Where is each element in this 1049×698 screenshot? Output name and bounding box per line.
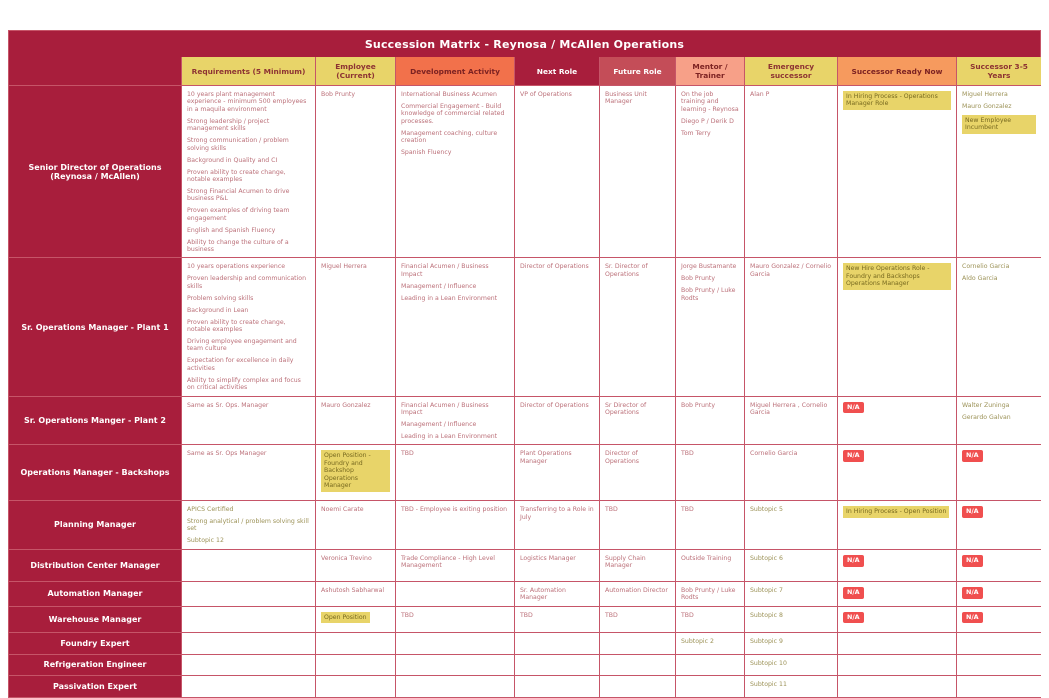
highlight-item: New Hire Operations Role - Foundry and Backshops Operations Manager xyxy=(843,263,951,289)
col-header-development xyxy=(396,57,515,85)
cell-successor-ready-now xyxy=(838,257,957,395)
cell-requirements xyxy=(182,675,316,697)
corner-cell xyxy=(9,57,182,85)
cell-item: Spanish Fluency xyxy=(401,149,452,157)
cell-item: Subtopic 5 xyxy=(750,506,783,514)
table-row xyxy=(9,85,1040,257)
na-badge: N/A xyxy=(843,555,864,567)
cell-item: Management / Influence xyxy=(401,421,477,428)
cell-successor-3-5-years xyxy=(957,632,1041,654)
row-header xyxy=(9,549,182,581)
cell-successor-3-5-years xyxy=(957,675,1041,697)
cell-development xyxy=(396,632,515,654)
col-header-mentor-trainer xyxy=(676,57,745,85)
cell-next-role xyxy=(515,396,600,445)
cell-future-role xyxy=(600,675,676,697)
cell-mentor-trainer xyxy=(676,549,745,581)
cell-development xyxy=(396,606,515,632)
row-header-label: Passivation Expert xyxy=(52,681,137,691)
cell-successor-ready-now xyxy=(838,654,957,675)
cell-item: Automation Director xyxy=(605,586,668,594)
row-header xyxy=(9,632,182,654)
cell-future-role xyxy=(600,396,676,445)
row-header xyxy=(9,444,182,500)
cell-requirements xyxy=(182,257,316,395)
cell-item: Transferring to a Role in July xyxy=(520,506,594,521)
cell-item: Veronica Trevino xyxy=(321,554,372,562)
cell-employee xyxy=(316,581,396,606)
cell-future-role xyxy=(600,257,676,395)
row-header-label: Automation Manager xyxy=(47,589,143,599)
cell-item: Outside Training xyxy=(681,554,732,562)
cell-item: Cornelio Garcia xyxy=(750,450,798,458)
col-header-label: Next Role xyxy=(536,66,578,76)
na-badge: N/A xyxy=(962,587,983,599)
cell-successor-ready-now xyxy=(838,632,957,654)
col-header-label: Successor 3-5 Years xyxy=(970,62,1028,80)
cell-employee xyxy=(316,257,396,395)
cell-mentor-trainer xyxy=(676,632,745,654)
cell-development xyxy=(396,444,515,500)
table-row xyxy=(9,581,1040,606)
cell-item xyxy=(843,450,951,462)
cell-successor-3-5-years xyxy=(957,257,1041,395)
cell-successor-ready-now xyxy=(838,444,957,500)
table-row xyxy=(9,654,1040,675)
cell-item xyxy=(843,555,951,567)
cell-item: Bob Prunty xyxy=(321,91,356,98)
cell-item: English and Spanish Fluency xyxy=(187,226,276,234)
highlight-item: In Hiring Process - Operations Manager Role xyxy=(843,91,951,110)
cell-development xyxy=(396,675,515,697)
cell-item: Strong analytical / problem solving skill set xyxy=(187,518,309,533)
table-row xyxy=(9,606,1040,632)
cell-item xyxy=(843,587,951,599)
cell-successor-ready-now xyxy=(838,396,957,445)
cell-next-role xyxy=(515,444,600,500)
row-header xyxy=(9,257,182,395)
cell-item: Ashutosh Sabharwal xyxy=(321,586,385,594)
cell-successor-ready-now xyxy=(838,675,957,697)
cell-employee xyxy=(316,396,396,445)
cell-next-role xyxy=(515,549,600,581)
cell-item: Proven ability to create change, notable examples xyxy=(187,318,286,334)
cell-item: Noemi Carate xyxy=(321,506,364,514)
row-header xyxy=(9,85,182,257)
cell-successor-3-5-years xyxy=(957,85,1041,257)
cell-item: Subtopic 10 xyxy=(750,659,787,667)
cell-item: TBD xyxy=(520,611,533,619)
cell-item: Mauro Gonzalez xyxy=(962,102,1012,110)
row-header-label: Sr. Operations Manger - Plant 2 xyxy=(24,416,166,425)
row-header-label: Foundry Expert xyxy=(60,638,130,648)
cell-item: Leading in a Lean Environment xyxy=(401,294,498,302)
cell-next-role xyxy=(515,500,600,549)
cell-future-role xyxy=(600,581,676,606)
table-row xyxy=(9,444,1040,500)
cell-future-role xyxy=(600,549,676,581)
cell-mentor-trainer xyxy=(676,444,745,500)
cell-item: Same as Sr. Ops. Manager xyxy=(187,401,269,409)
cell-item xyxy=(843,612,951,624)
cell-requirements xyxy=(182,654,316,675)
cell-emergency-successor xyxy=(745,581,838,606)
col-header-label: Employee (Current) xyxy=(335,62,376,80)
cell-successor-3-5-years xyxy=(957,654,1041,675)
cell-employee xyxy=(316,606,396,632)
cell-next-role xyxy=(515,257,600,395)
cell-item: Subtopic 11 xyxy=(750,680,787,688)
row-header-label: Warehouse Manager xyxy=(48,614,142,624)
cell-item: Ability to change the culture of a business xyxy=(187,238,289,253)
col-header-label: Requirements (5 Minimum) xyxy=(191,66,306,76)
cell-successor-ready-now xyxy=(838,581,957,606)
highlight-item: New Employee Incumbent xyxy=(962,115,1036,134)
cell-next-role xyxy=(515,85,600,257)
cell-employee xyxy=(316,549,396,581)
cell-item: 10 years operations experience xyxy=(187,263,286,271)
cell-item xyxy=(962,506,1036,518)
cell-requirements xyxy=(182,581,316,606)
cell-future-role xyxy=(600,500,676,549)
cell-employee xyxy=(316,632,396,654)
cell-emergency-successor xyxy=(745,257,838,395)
cell-item xyxy=(962,555,1036,567)
cell-emergency-successor xyxy=(745,654,838,675)
cell-item: Problem solving skills xyxy=(187,294,254,302)
na-badge: N/A xyxy=(843,612,864,624)
cell-item: Gerardo Galvan xyxy=(962,413,1011,421)
na-badge: N/A xyxy=(962,506,983,518)
row-header xyxy=(9,654,182,675)
cell-item: TBD xyxy=(605,506,618,514)
cell-emergency-successor xyxy=(745,632,838,654)
matrix-grid xyxy=(9,57,1040,697)
row-header xyxy=(9,675,182,697)
cell-successor-3-5-years xyxy=(957,549,1041,581)
cell-item: Proven leadership and communication skills xyxy=(187,275,306,290)
cell-requirements xyxy=(182,396,316,445)
row-header xyxy=(9,581,182,606)
na-badge: N/A xyxy=(962,450,983,462)
cell-employee xyxy=(316,675,396,697)
cell-item: Miguel Herrera xyxy=(962,91,1008,98)
cell-item: Proven ability to create change, notable examples xyxy=(187,168,286,183)
highlight-item: Open Position - Foundry and Backshop Operations Manager xyxy=(321,450,390,491)
cell-employee xyxy=(316,500,396,549)
cell-item: Tom Terry xyxy=(681,129,711,137)
cell-item: On the job training and learning - Reynosa xyxy=(681,91,739,113)
cell-future-role xyxy=(600,632,676,654)
cell-item: Miguel Herrera xyxy=(321,263,367,271)
cell-item: Bob Prunty / Luke Rodts xyxy=(681,287,736,302)
cell-next-role xyxy=(515,606,600,632)
col-header-label: Development Activity xyxy=(410,66,500,76)
cell-item: 10 years plant management experience - minimum 500 employees in a maquila environment xyxy=(187,91,307,113)
cell-item xyxy=(843,402,951,414)
cell-item: Alan P xyxy=(750,91,770,98)
row-header xyxy=(9,606,182,632)
cell-mentor-trainer xyxy=(676,257,745,395)
cell-successor-3-5-years xyxy=(957,396,1041,445)
cell-item: Trade Compliance - High Level Management xyxy=(401,554,496,570)
cell-item xyxy=(962,587,1036,599)
cell-item xyxy=(962,612,1036,624)
cell-item: Background in Lean xyxy=(187,306,249,314)
table-row xyxy=(9,549,1040,581)
col-header-future-role xyxy=(600,57,676,85)
cell-item: Subtopic 8 xyxy=(750,611,783,619)
col-header-emergency-successor xyxy=(745,57,838,85)
highlight-item: Open Position xyxy=(321,612,390,623)
cell-emergency-successor xyxy=(745,500,838,549)
cell-item: Bob Prunty xyxy=(681,275,716,283)
cell-item: TBD xyxy=(681,611,694,619)
cell-future-role xyxy=(600,606,676,632)
cell-successor-ready-now xyxy=(838,500,957,549)
col-header-employee xyxy=(316,57,396,85)
na-badge: N/A xyxy=(962,555,983,567)
cell-item: TBD xyxy=(401,611,414,619)
table-row xyxy=(9,675,1040,697)
cell-item: Strong leadership / project management skills xyxy=(187,117,270,133)
cell-item: Subtopic 12 xyxy=(187,537,224,545)
cell-mentor-trainer xyxy=(676,396,745,445)
cell-item: Director of Operations xyxy=(520,263,589,271)
cell-requirements xyxy=(182,444,316,500)
col-header-label: Future Role xyxy=(613,66,662,76)
cell-item: Plant Operations Manager xyxy=(520,450,572,465)
cell-mentor-trainer xyxy=(676,606,745,632)
cell-item: TBD xyxy=(681,450,694,458)
col-header-next-role xyxy=(515,57,600,85)
cell-item: Sr. Director of Operations xyxy=(605,263,648,278)
cell-next-role xyxy=(515,654,600,675)
row-header-label: Planning Manager xyxy=(54,520,136,530)
cell-requirements xyxy=(182,632,316,654)
cell-next-role xyxy=(515,632,600,654)
cell-item: Bob Prunty / Luke Rodts xyxy=(681,586,736,602)
table-row xyxy=(9,632,1040,654)
cell-item: Proven examples of driving team engagement xyxy=(187,207,290,222)
cell-future-role xyxy=(600,444,676,500)
cell-mentor-trainer xyxy=(676,581,745,606)
cell-successor-3-5-years xyxy=(957,444,1041,500)
col-header-label: Emergency successor xyxy=(767,62,815,80)
cell-item: Mauro Gonzalez xyxy=(321,401,371,409)
cell-item: Commercial Engagement - Build knowledge of commercial related processes. xyxy=(401,102,505,125)
cell-employee xyxy=(316,654,396,675)
cell-item: Cornelio Garcia xyxy=(962,263,1010,271)
cell-emergency-successor xyxy=(745,444,838,500)
table-row xyxy=(9,396,1040,445)
cell-emergency-successor xyxy=(745,85,838,257)
matrix-title: Succession Matrix - Reynosa / McAllen Operations xyxy=(364,38,685,51)
cell-item: Driving employee engagement and team culture xyxy=(187,338,297,353)
row-header xyxy=(9,500,182,549)
cell-item: Management coaching, culture creation xyxy=(401,129,498,145)
cell-successor-3-5-years xyxy=(957,606,1041,632)
cell-item: VP of Operations xyxy=(520,91,572,98)
cell-next-role xyxy=(515,581,600,606)
cell-item: Jorge Bustamante xyxy=(681,263,737,271)
cell-mentor-trainer xyxy=(676,675,745,697)
row-header-label: Operations Manager - Backshops xyxy=(20,468,170,478)
row-header xyxy=(9,396,182,445)
cell-item: Subtopic 6 xyxy=(750,554,783,562)
cell-item xyxy=(962,450,1036,462)
cell-requirements xyxy=(182,500,316,549)
col-header-requirements xyxy=(182,57,316,85)
na-badge: N/A xyxy=(843,587,864,599)
cell-emergency-successor xyxy=(745,396,838,445)
cell-item: Subtopic 9 xyxy=(750,637,783,645)
cell-item: APICS Certified xyxy=(187,506,234,514)
cell-item: TBD - Employee is exiting position xyxy=(401,506,508,514)
cell-item: Sr Director of Operations xyxy=(605,401,647,417)
cell-development xyxy=(396,396,515,445)
cell-item: Strong Financial Acumen to drive business P&L xyxy=(187,187,290,203)
cell-item: Financial Acumen / Business Impact xyxy=(401,263,489,278)
column-header-row xyxy=(9,57,1040,85)
title-bar xyxy=(9,31,1040,57)
cell-requirements xyxy=(182,85,316,257)
cell-item: Subtopic 7 xyxy=(750,586,783,594)
cell-emergency-successor xyxy=(745,549,838,581)
row-header-label: Sr. Operations Manager - Plant 1 xyxy=(21,322,169,332)
cell-item: Aldo Garcia xyxy=(962,275,998,283)
row-header-label: Distribution Center Manager xyxy=(30,560,160,570)
cell-emergency-successor xyxy=(745,606,838,632)
cell-item: Mauro Gonzalez / Cornelio Garcia xyxy=(750,263,832,278)
cell-item: Diego P / Derik D xyxy=(681,117,734,125)
cell-item: International Business Acumen xyxy=(401,91,497,98)
cell-item: Ability to simplify complex and focus on critical activities xyxy=(187,376,301,392)
cell-item: Miguel Herrera , Cornelio Garcia xyxy=(750,401,828,417)
cell-successor-3-5-years xyxy=(957,500,1041,549)
table-row xyxy=(9,257,1040,395)
cell-development xyxy=(396,654,515,675)
cell-item: Expectation for excellence in daily activities xyxy=(187,357,294,372)
cell-item: Logistics Manager xyxy=(520,554,576,562)
cell-future-role xyxy=(600,85,676,257)
cell-item: Sr. Automation Manager xyxy=(520,586,566,602)
succession-matrix-table xyxy=(8,30,1041,698)
cell-item: Business Unit Manager xyxy=(605,91,647,106)
cell-item: Director of Operations xyxy=(520,401,589,409)
highlight-item: In Hiring Process - Open Position xyxy=(843,506,951,517)
cell-item: Subtopic 2 xyxy=(681,637,714,645)
cell-successor-ready-now xyxy=(838,549,957,581)
table-row xyxy=(9,500,1040,549)
cell-future-role xyxy=(600,654,676,675)
cell-item: Director of Operations xyxy=(605,450,640,465)
cell-item: Financial Acumen / Business Impact xyxy=(401,401,489,417)
na-badge: N/A xyxy=(843,450,864,462)
cell-successor-3-5-years xyxy=(957,581,1041,606)
cell-emergency-successor xyxy=(745,675,838,697)
cell-item: Strong communication / problem solving skills xyxy=(187,137,289,152)
cell-item: Supply Chain Manager xyxy=(605,554,646,570)
cell-item: Management / Influence xyxy=(401,282,477,290)
cell-item: Same as Sr. Ops Manager xyxy=(187,450,267,458)
cell-development xyxy=(396,549,515,581)
col-header-successor-3-5-years xyxy=(957,57,1041,85)
cell-mentor-trainer xyxy=(676,85,745,257)
col-header-label: Mentor / Trainer xyxy=(692,62,728,80)
cell-item: Bob Prunty xyxy=(681,401,716,409)
cell-development xyxy=(396,581,515,606)
row-header-label: Senior Director of Operations (Reynosa / McAllen) xyxy=(28,162,162,181)
cell-employee xyxy=(316,444,396,500)
na-badge: N/A xyxy=(843,402,864,414)
cell-successor-ready-now xyxy=(838,606,957,632)
cell-requirements xyxy=(182,549,316,581)
cell-item: Leading in a Lean Environment xyxy=(401,432,498,440)
cell-development xyxy=(396,257,515,395)
col-header-successor-ready-now xyxy=(838,57,957,85)
cell-item: Walter Zuninga xyxy=(962,401,1010,409)
cell-item: TBD xyxy=(681,506,694,514)
cell-development xyxy=(396,85,515,257)
cell-employee xyxy=(316,85,396,257)
cell-requirements xyxy=(182,606,316,632)
cell-mentor-trainer xyxy=(676,654,745,675)
cell-development xyxy=(396,500,515,549)
cell-item: TBD xyxy=(401,450,414,458)
na-badge: N/A xyxy=(962,612,983,624)
cell-next-role xyxy=(515,675,600,697)
col-header-label: Successor Ready Now xyxy=(851,66,943,76)
cell-mentor-trainer xyxy=(676,500,745,549)
row-header-label: Refrigeration Engineer xyxy=(43,660,147,670)
cell-item: TBD xyxy=(605,611,618,619)
cell-successor-ready-now xyxy=(838,85,957,257)
cell-item: Background in Quality and CI xyxy=(187,156,278,164)
